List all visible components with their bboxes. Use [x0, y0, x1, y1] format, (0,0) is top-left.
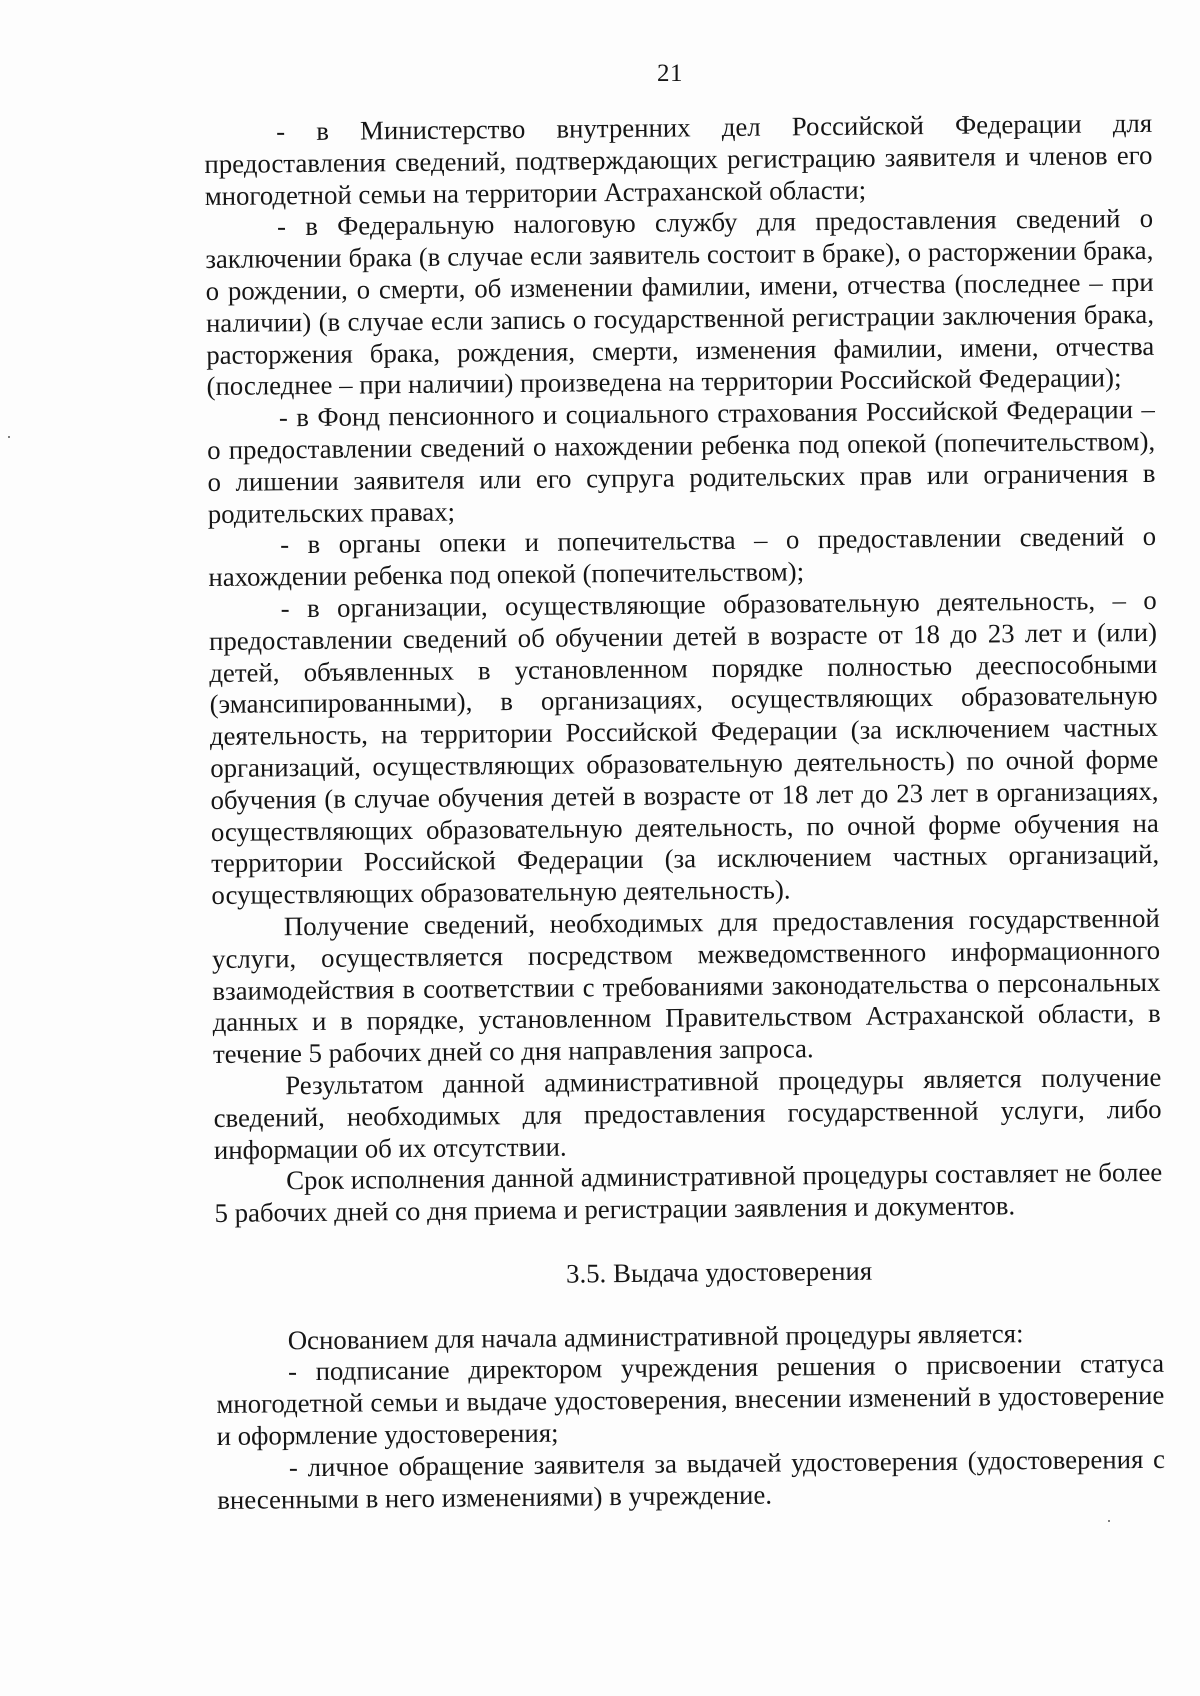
paragraph-mvd-request: - в Министерство внутренних дел Российской Федерации для предоставления сведений, подтверждающих регистрацию заявителя и членов его многодетной семьи на территории Астраханской области; [204, 107, 1153, 211]
scan-speck [8, 436, 10, 438]
scan-speck [1108, 1520, 1110, 1522]
paragraph-director-signing: - подписание директором учреждения решения о присвоении статуса многодетной семьи и выдаче удостоверения, внесении изменений в удостоверение и оформление удостоверения; [216, 1348, 1165, 1452]
paragraph-education-request: - в организации, осуществляющие образовательную деятельность, – о предоставлении сведений об обучении детей в возрасте от 18 до 23 лет и (или) детей, объявленных в установленном порядке полностью дееспособными (эмансипированными), в организациях, осуществляющих образовательную деятельность, на территории Российской Федерации (за исключением частных организаций, осуществляющих образовательную деятельность) по очной форме обучения (в случае обучения детей в возрасте от 18 лет до 23 лет в организациях, осуществляющих образовательную деятельность, по очной форме обучения на территории Российской Федерации (за исключением частных организаций, осуществляющих образовательную деятельность). [208, 584, 1160, 911]
paragraph-fns-request: - в Федеральную налоговую службу для предоставления сведений о заключении брака (в случае если заявитель состоит в браке), о расторжении брака, о рождении, о смерти, об изменении фамилии, имени, отчества (последнее – при наличии) (в случае если запись о государственной регистрации заключения брака, расторжения брака, рождения, смерти, изменения фамилии, имени, отчества (последнее – при наличии) произведена на территории Российской Федерации); [205, 203, 1155, 402]
paragraph-interagency-info: Получение сведений, необходимых для предоставления государственной услуги, осуществляется посредством межведомственного информационного взаимодействия в соответствии с требованиями законодательства о персональных данных и в порядке, установленном Правительством Астраханской области, в течение 5 рабочих дней со дня направления запроса. [211, 902, 1161, 1070]
page-number: 21 [657, 60, 683, 87]
paragraph-procedure-basis: Основанием для начала административной процедуры является: [287, 1317, 1024, 1355]
paragraph-pension-fund-request: - в Фонд пенсионного и социального страхования Российской Федерации – о предоставлении сведений о нахождении ребенка под опекой (попечительством), о лишении заявителя или его супруга родительских прав или ограничения в родительских правах; [207, 394, 1156, 529]
paragraph-guardianship-request: - в органы опеки и попечительства – о предоставлении сведений о нахождении ребенка под опекой (попечительством); [208, 521, 1157, 593]
paragraph-procedure-result: Результатом данной административной процедуры является получение сведений, необходимых для предоставления государственной услуги, либо информации об их отсутствии. [213, 1061, 1162, 1165]
paragraph-procedure-deadline: Срок исполнения данной административной процедуры составляет не более 5 рабочих дней со дня приема и регистрации заявления и документов. [214, 1157, 1163, 1229]
section-heading: 3.5. Выдача удостоверения [565, 1255, 873, 1289]
paragraph-personal-appeal: - личное обращение заявителя за выдачей удостоверения (удостоверения с внесенными в него изменениями) в учреждение. [217, 1443, 1166, 1515]
document-body [204, 108, 1165, 1517]
